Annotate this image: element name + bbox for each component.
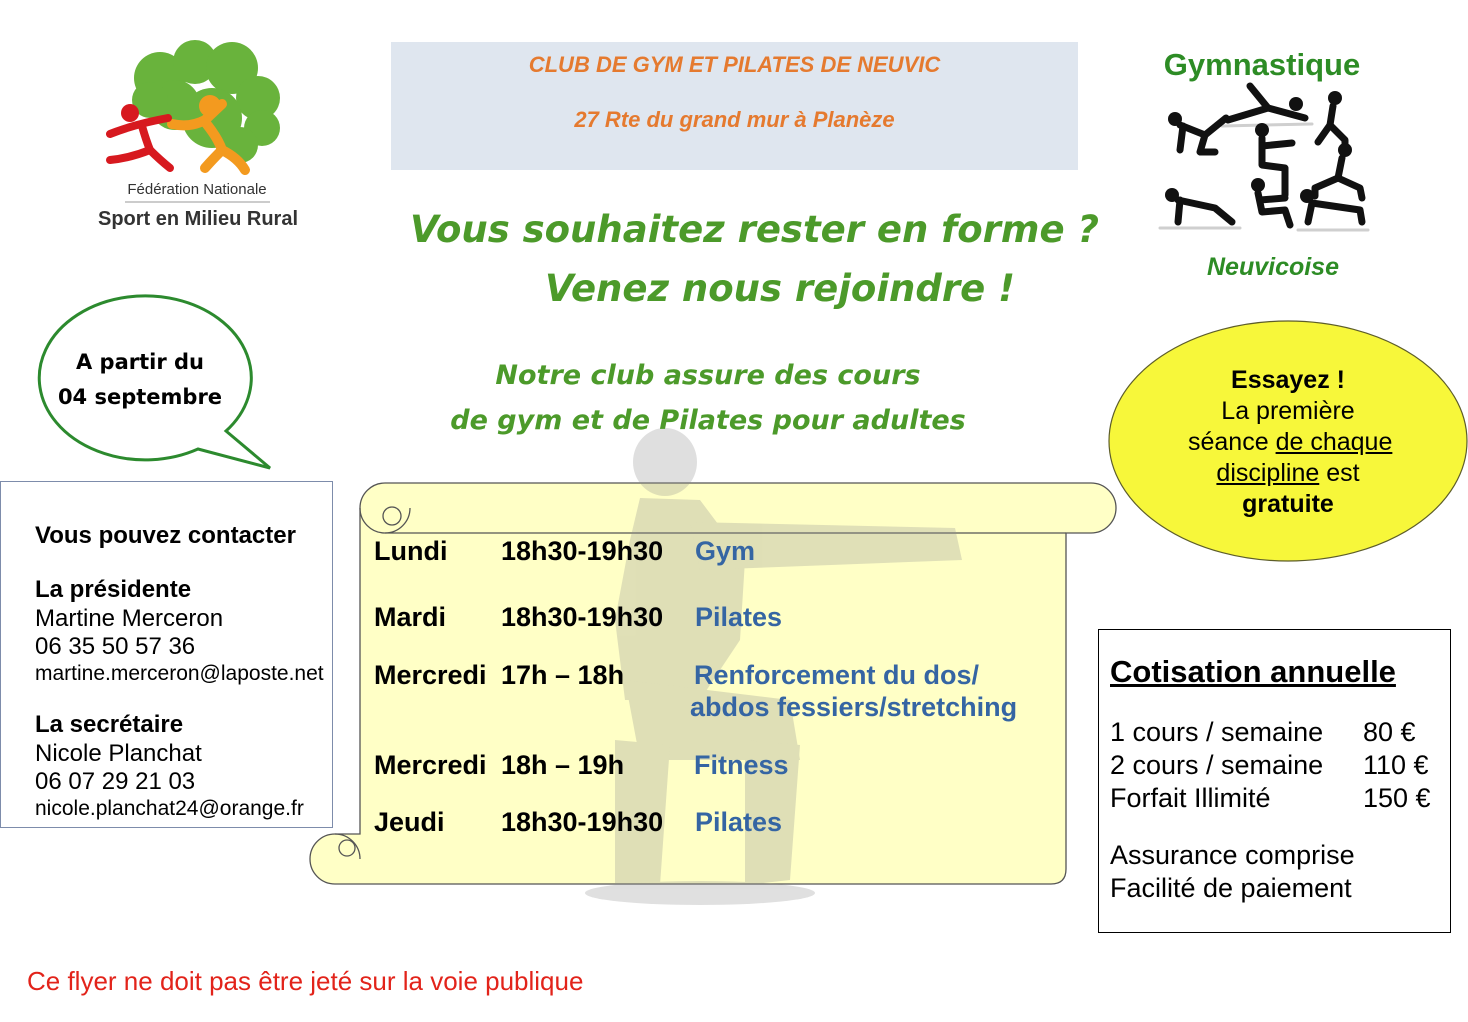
fee-label: 2 cours / semaine [1110, 750, 1324, 780]
schedule-day: Mercredi [374, 660, 487, 690]
offer-line-4-plain: est [1326, 459, 1360, 487]
fee-price: 80 € [1363, 717, 1416, 747]
start-date: 04 septembre [57, 385, 223, 409]
schedule-time: 18h30-19h30 [501, 807, 664, 837]
fee-price: 110 € [1363, 750, 1429, 780]
president-phone: 06 35 50 57 36 [35, 633, 196, 660]
offer-line-2: La première [1221, 397, 1355, 425]
schedule-activity: Pilates [695, 807, 783, 837]
annual-fees-box [1098, 629, 1451, 933]
logo-sport-rural-label: Sport en Milieu Rural [97, 208, 299, 230]
payment-note: Facilité de paiement [1110, 873, 1352, 903]
offer-line-1: Essayez ! [1231, 366, 1345, 394]
start-bubble-line-1: A partir du [75, 350, 204, 374]
insurance-note: Assurance comprise [1110, 840, 1355, 870]
schedule-activity: Pilates [695, 602, 783, 632]
offer-line-4 [1188, 458, 1388, 489]
offer-line-3-underlined: de chaque [1275, 428, 1393, 456]
president-role: La présidente [35, 576, 192, 603]
contact-heading: Vous pouvez contacter [35, 522, 296, 549]
logo-federation-label: Fédération Nationale [127, 181, 267, 198]
fee-label: Forfait Illimité [1110, 783, 1271, 813]
fee-label: 1 cours / semaine [1110, 717, 1324, 747]
schedule-activity: Renforcement du dos/ [694, 660, 980, 690]
club-name: CLUB DE GYM ET PILATES DE NEUVIC [528, 52, 941, 77]
president-email: martine.merceron@laposte.net [35, 662, 324, 685]
schedule-time: 17h – 18h [501, 660, 625, 690]
offer-line-4-underlined: discipline [1216, 459, 1320, 487]
schedule-day: Mardi [374, 602, 447, 632]
gymnastique-title: Gymnastique [1163, 47, 1361, 82]
headline-line-2: Venez nous rejoindre ! [545, 267, 1015, 310]
club-address: 27 Rte du grand mur à Planèze [574, 107, 895, 132]
secretary-name: Nicole Planchat [35, 740, 202, 767]
contact-box [0, 481, 333, 828]
federation-tree-logo [110, 40, 280, 202]
club-header-box [391, 42, 1078, 170]
fees-title: Cotisation annuelle [1110, 654, 1396, 689]
neuvicoise-subtitle: Neuvicoise [1206, 253, 1339, 281]
secretary-phone: 06 07 29 21 03 [35, 768, 196, 795]
schedule-day: Mercredi [374, 750, 487, 780]
exercise-silhouettes-image [1160, 86, 1368, 230]
footer-notice: Ce flyer ne doit pas être jeté sur la voie publique [27, 966, 584, 996]
fee-price: 150 € [1363, 783, 1431, 813]
secretary-email: nicole.planchat24@orange.fr [35, 797, 304, 820]
schedule-time: 18h30-19h30 [501, 602, 664, 632]
offer-line-3-plain: séance [1188, 428, 1269, 456]
start-date-speech-bubble [39, 296, 270, 468]
schedule-activity: Fitness [694, 750, 789, 780]
schedule-day: Jeudi [374, 807, 445, 837]
schedule-time: 18h30-19h30 [501, 536, 664, 566]
schedule-activity: Gym [695, 536, 756, 566]
schedule-activity-continued: abdos fessiers/stretching [690, 692, 1018, 722]
schedule-time: 18h – 19h [501, 750, 625, 780]
intro-line-1: Notre club assure des cours [495, 360, 921, 391]
secretary-role: La secrétaire [35, 711, 184, 738]
intro-line-2: de gym et de Pilates pour adultes [450, 405, 966, 436]
offer-line-3 [1188, 427, 1393, 458]
schedule-day: Lundi [374, 536, 448, 566]
offer-free-label: gratuite [1242, 490, 1334, 518]
president-name: Martine Merceron [35, 605, 224, 632]
headline-line-1: Vous souhaitez rester en forme ? [410, 208, 1099, 251]
